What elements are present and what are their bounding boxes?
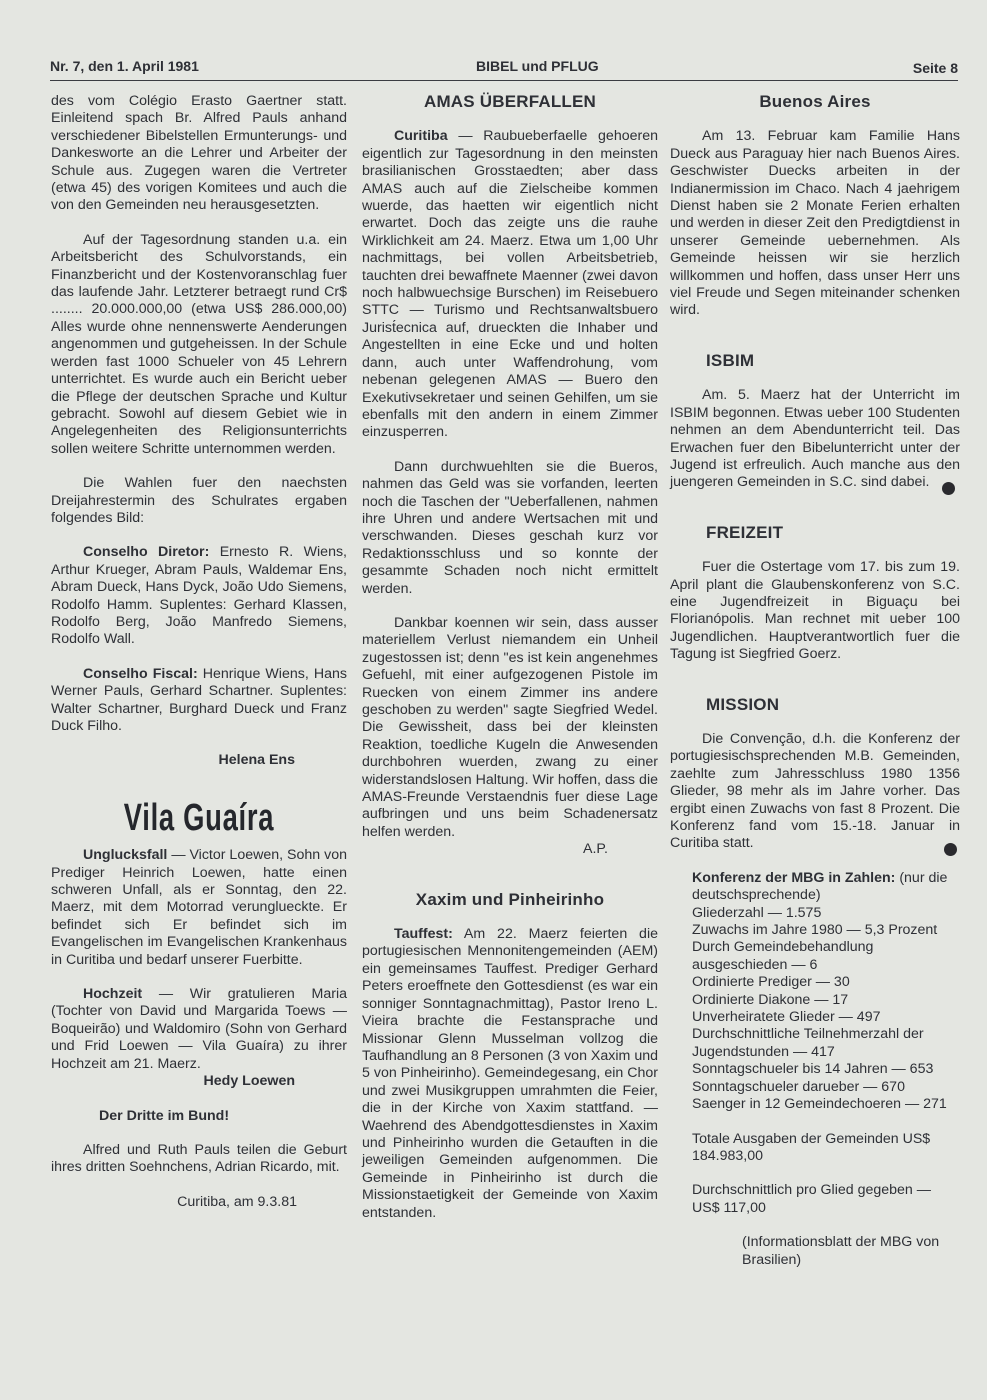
- paragraph: [362, 128, 658, 441]
- paragraph: des vom Colégio Erasto Gaertner statt. Einleitend spach Br. Alfred Pauls anhand verschiedener Bibelstellen Ermunterungs- und Dankesworte an die Lehrer und Arbeiter der Schule aus. Zugegen waren die Vertreter (etwa 45) des vorigen Komitees und auch die von den Gemeinden neu herausgesetzten.: [51, 93, 347, 214]
- list-item: Durch Gemeindebehandlung ausgeschieden — 6: [692, 939, 874, 973]
- lead-label: Conselho Diretor:: [83, 544, 210, 561]
- list-item: Ordinierte Diakone — 17: [692, 991, 849, 1008]
- lead-label: Conselho Fiscal:: [83, 665, 198, 682]
- paragraph: [51, 847, 347, 969]
- list-item: Ordinierte Prediger — 30: [692, 974, 850, 991]
- paragraph: Die Convenção, d.h. die Konferenz der portugiesischsprechenden M.B. Gemeinden, zaehlte zum Jahresschluss 1980 1356 Glieder, 98 mehr als im Jahre vorher. Das ergibt einen Zuwachs von fast 8 Prozent. Die Konferenz fand vom 15.-18. Januar in Curitiba statt.: [670, 730, 960, 852]
- paragraph: Alfred und Ruth Pauls teilen die Geburt ihres dritten Soehnchens, Adrian Ricardo, mit.: [51, 1141, 347, 1176]
- subheading: Der Dritte im Bund!: [99, 1107, 230, 1124]
- punch-hole: [944, 843, 957, 856]
- lead-text: — Victor Loewen, Sohn von Prediger Heinrich Loewen, hatte einen schweren Unfall, als er Sonntag, den 22. Maerz, mit dem Motorrad verunglueckte. Er befindet sich Er befindet sich im Evangelischen im Evangelischen Krankenhaus in Curitiba und bedarf unserer Fuerbitte.: [51, 847, 347, 968]
- dateline: Curitiba, am 9.3.81: [177, 1193, 297, 1210]
- lead-text: Ernesto R. Wiens, Arthur Krueger, Abram Pauls, Waldemar Ens, Abram Dueck, Hans Dyck, João Udo Siemens, Rodolfo Hamm. Suplentes: Gerhard Klassen, Rodolfo Berg, João Manfredo Siemens, Rodolfo Wall.: [51, 544, 347, 648]
- paragraph: Am. 5. Maerz hat der Unterricht im ISBIM begonnen. Etwas ueber 100 Studenten nehmen an dem Abendunterricht teil. Das Erwachen fuer den Bibelunterricht unter der Jugend ist erfreulich. Auch manche aus den juengeren Gemeinden in S.C. sind dabei.: [670, 387, 960, 491]
- list-item: Unverheiratete Glieder — 497: [692, 1009, 881, 1026]
- paragraph: Fuer die Ostertage vom 17. bis zum 19. April plant die Glaubenskonferenz von S.C. eine Jugendfreizeit in Biguaçu bei Florianópolis. Man rechnet mit ueber 100 Jugendlichen. Hauptverantwortlich fuer die Tagung ist Siegfried Goerz.: [670, 559, 960, 663]
- column-3: [670, 93, 960, 1269]
- page-number: Seite 8: [912, 60, 958, 76]
- article-heading: MISSION: [706, 694, 780, 714]
- paragraph: [51, 544, 347, 648]
- article-heading: Xaxim und Pinheirinho: [415, 889, 605, 909]
- punch-hole: [942, 482, 955, 495]
- list-item: Sonntagschueler darueber — 670: [692, 1078, 905, 1095]
- source-note: (Informationsblatt der MBG von Brasilien): [742, 1234, 940, 1268]
- issue-date: Nr. 7, den 1. April 1981: [50, 58, 199, 74]
- article-heading: AMAS ÜBERFALLEN: [423, 92, 597, 111]
- list-item: Gliederzahl — 1.575: [692, 904, 822, 921]
- author-signature: Helena Ens: [218, 752, 295, 769]
- author-signature: A.P.: [583, 841, 608, 858]
- paragraph: Die Wahlen fuer den naechsten Dreijahrestermin des Schulrates ergaben folgendes Bild:: [51, 475, 347, 526]
- lead-label: Tauffest:: [394, 926, 453, 943]
- list-item: Sonntagschueler bis 14 Jahren — 653: [692, 1061, 934, 1078]
- paragraph: Am 13. Februar kam Familie Hans Dueck aus Paraguay hier nach Buenos Aires. Geschwister Duecks arbeiten in der Indianermission im Chaco. Nach 4 jaehrigem Dienst haben sie 2 Monate Ferien erhalten und werden in dieser Zeit den Predigtdienst in unserer Gemeinde uebernehmen. Als Gemeinde heissen wir sie herzlich willkommen und hoffen, dass unser Herr uns viel Freude und Segen miteinander schenken wird.: [670, 128, 960, 319]
- list-title-note: (nur die deutschsprechende): [692, 869, 948, 904]
- list-item: Zuwachs im Jahre 1980 — 5,3 Prozent: [692, 922, 938, 939]
- lead-label: Hochzeit: [83, 986, 143, 1003]
- lead-label: Curitiba: [394, 128, 448, 145]
- masthead: [50, 56, 958, 78]
- article-heading: FREIZEIT: [706, 522, 784, 542]
- list-title-label: Konferenz der MBG in Zahlen:: [692, 869, 896, 886]
- paragraph: [51, 986, 347, 1073]
- lead-text: — Wir gratulieren Maria (Tochter von David und Margarida Toews — Boqueirão) und Waldomiro (Sohn von Gerhard und Frid Loewen — Vila Guaíra) zu ihrer Hochzeit am 21. Maerz.: [51, 986, 347, 1072]
- lead-text: — Raubueberfaelle gehoeren eigentlich zur Tagesordnung in den meinsten brasilianischen Grosstaedten; aber dass AMAS auch auf die Zielscheibe kommen wuerde, das haetten wir eigentlich nicht erwartet. Doch das zeigte uns die rauhe Wirklichkeit am 24. Maerz. Etwa um 1,00 Uhr nachmittags, bei vollen Arbeitsbetrieb, tauchten drei bewaffnete Maenner (zwei davon noch halbwuechsige Burschen) im Reisebuero STTC — Turismo und Rechtsanwaltsbuero Jurist́ecnica auf, drueckten die Inhaber und Angestellten in eine Ecke und und holten dann, auch unter Waffendrohung, vom nebenan gelegenen AMAS — Buero den Exekutivsekretaer und seinen Gehilfen, um sie ebenfalls mit den andern in einem Zimmer einzusperren.: [362, 128, 658, 441]
- list-item: Durchschnittliche Teilnehmerzahl der Jugendstunden — 417: [692, 1026, 924, 1060]
- article-heading: ISBIM: [706, 350, 755, 370]
- header-rule: [50, 80, 958, 81]
- list-item: Totale Ausgaben der Gemeinden US$ 184.983,00: [692, 1130, 931, 1164]
- list-item: Saenger in 12 Gemeindechoeren — 271: [692, 1096, 947, 1113]
- section-heading-vila-guaira: Vila Guaíra: [123, 796, 275, 839]
- paper-title: BIBEL und PFLUG: [476, 58, 599, 74]
- paragraph: [362, 926, 658, 1222]
- paragraph: Dankbar koennen wir sein, dass ausser materiellem Verlust niemandem ein Unheil zugestossen ist; denn "es ist kein angenehmes Gefuehl, mit einer aufgezogenen Pistole im Ruecken von einem Zimmer ins andere geschoben zu werden" sagte Siegfried Wedel. Die Gewissheit, dass bei der kleinsten Reaktion, toedliche Kugeln die Anwesenden durchbohren wuerden, zwang zu einer widerstandslosen Haltung. Wir hoffen, dass die AMAS-Freunde Verstaendnis fuer diese Lage aufbringen und uns beim Schadenersatz helfen werden.: [362, 614, 658, 840]
- lead-text: Henrique Wiens, Hans Werner Pauls, Gerhard Schartner. Suplentes: Walter Schartner, Burghard Dueck und Franz Duck Filho.: [51, 665, 347, 734]
- list-title: [692, 870, 960, 905]
- column-2: [362, 93, 658, 1222]
- lead-text: Am 22. Maerz feierten die portugiesischen Mennonitengemeinden (AEM) ein gemeinsames Tauffest. Prediger Gerhard Peters eroeffnete den Gottesdienst (es war ein sonniger Sonntagnachmittag), Pastor Ireno L. Vieira brachte die Festansprache und Missionar Glenn Musselman vollzog die Taufhandlung an 8 Personen (3 von Xaxim und 5 von Pinheirinho). Gemeindegesang, ein Chor und zwei Musikgruppen umrahmten die Feier, die in der Kirche von Xaxim stattfand. — Waehrend des Abendgottesdienstes in Xaxim und Pinheirinho wurden die Getauften in die jeweiligen Gemeinden aufgenommen. Die Gemeinde in Pinheirinho ist durch die Missionstaetigkeit der Gemeinde von Xaxim entstanden.: [362, 926, 658, 1221]
- paragraph: Auf der Tagesordnung standen u.a. ein Arbeitsbericht des Schulvorstands, ein Finanzbericht und der Kostenvoranschlag fuer das laufende Jahr. Letzterer betraegt rund Cr$ ........ 20.000.000,00 (etwa US$ 286.000,00) Alles wurde ohne nennenswerte Aenderungen angenommen und gutgeheissen. In der Schule werden fast 1000 Schueler von 45 Lehrern unterrichtet. Es wurde auch ein Bericht ueber die Pflege der deutschen Sprache und Kultur gebracht. Sowohl auf diesem Gebiet wie in Angelegenheiten des Religionsunterrichts sollen weitere Schritte unternommen werden.: [51, 231, 347, 457]
- article-heading: Buenos Aires: [759, 92, 871, 111]
- list-item: Durchschnittlich pro Glied gegeben — US$ 117,00: [692, 1182, 931, 1216]
- statistics-list: [670, 870, 960, 1269]
- paragraph: Dann durchwuehlten sie die Bueros, nahmen das Geld was sie vorfanden, leerten noch die Taschen der "Ueberfallenen, nahmen ihre Uhren und andere Wertsachen mit und verschwanden. Dieses geschah kurz vor Redaktionsschluss und so konnte der gesammte Schaden noch nicht ermittelt werden.: [362, 458, 658, 597]
- column-1: [51, 93, 347, 1211]
- author-signature: Hedy Loewen: [203, 1073, 295, 1090]
- paragraph: [51, 666, 347, 736]
- lead-label: Unglucksfall: [83, 847, 168, 864]
